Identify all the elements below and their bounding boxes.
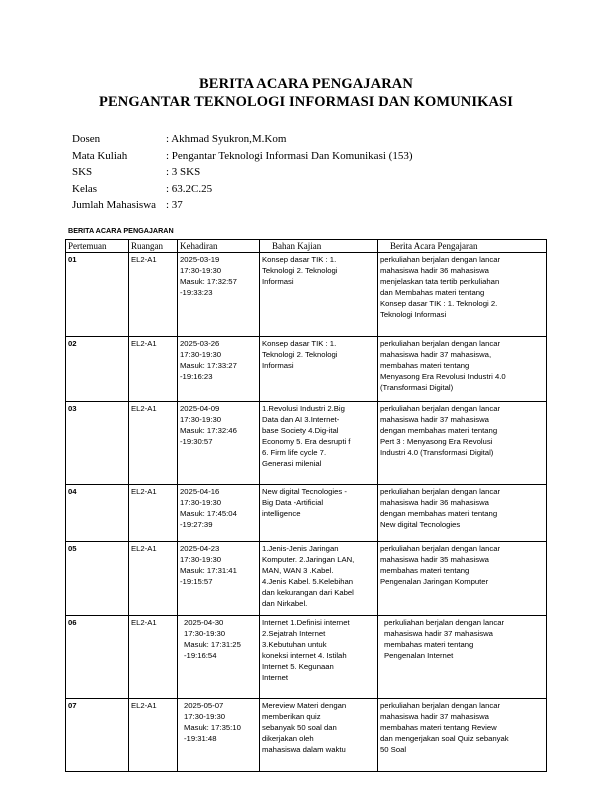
cell-bahan-kajian (260, 699, 378, 772)
course-title: PENGANTAR TEKNOLOGI INFORMASI DAN KOMUNIKASI (99, 94, 513, 110)
table-row (66, 616, 547, 699)
cell-kehadiran (178, 542, 260, 616)
cell-line: 17:30-19:30 (180, 415, 222, 425)
cell-line: 2025-04-23 (180, 544, 220, 553)
cell-line: mahasiswa hadir 37 mahasiswa (380, 712, 489, 722)
cell-line: 2025-03-19 (180, 255, 220, 264)
cell-bahan-kajian (260, 485, 378, 542)
info-value: : 37 (166, 199, 183, 211)
cell-line: Informasi (262, 361, 294, 371)
cell-bahan-kajian (260, 337, 378, 402)
cell-line: 50 Soal (380, 745, 407, 755)
cell-line: Mereview Materi dengan (262, 701, 347, 710)
info-value: : Akhmad Syukron,M.Kom (166, 133, 287, 145)
table-row (66, 542, 547, 616)
cell-pertemuan: 04 (66, 485, 129, 542)
cell-line: dengan membahas materi tentang (380, 509, 498, 519)
cell-line: Teknologi 2. Teknologi (262, 266, 338, 276)
cell-line: perkuliahan berjalan dengan lancar (380, 255, 501, 264)
cell-line: -19:30:57 (180, 437, 213, 447)
document-title: BERITA ACARA PENGAJARAN (199, 76, 413, 92)
cell-line: -19:33:23 (180, 288, 213, 298)
table-header-row (66, 240, 547, 253)
cell-line: -19:16:23 (180, 372, 213, 382)
cell-line: perkuliahan berjalan dengan lancar (380, 339, 501, 348)
cell-line: Menyasong Era Revolusi Industri 4.0 (380, 372, 506, 382)
cell-pertemuan: 06 (66, 616, 129, 699)
cell-kehadiran (178, 253, 260, 337)
cell-line: mahasiswa hadir 37 mahasiswa, (380, 350, 492, 360)
table-row (66, 485, 547, 542)
cell-line: Masuk: 17:45:04 (180, 509, 237, 519)
cell-line: -19:31:48 (184, 734, 217, 744)
cell-ruangan: EL2-A1 (129, 337, 178, 402)
cell-line: 3.Kebutuhan untuk (262, 640, 327, 650)
cell-line: (Transformasi Digital) (380, 383, 454, 393)
cell-line: perkuliahan berjalan dengan lancar (380, 404, 501, 413)
cell-line: Internet 5. Kegunaan (262, 662, 334, 672)
cell-line: dan kekurangan dari Kabel (262, 588, 354, 598)
cell-line: mahasiswa hadir 37 mahasiswa (384, 629, 493, 639)
cell-line: 17:30-19:30 (184, 629, 226, 639)
cell-bahan-kajian (260, 253, 378, 337)
cell-line: dan Membahas materi tentang (380, 288, 485, 298)
cell-kehadiran (178, 699, 260, 772)
info-label: SKS (72, 166, 93, 178)
cell-line: MAN, WAN 3 .Kabel. (262, 566, 334, 576)
cell-line: -19:15:57 (180, 577, 213, 587)
cell-line: 17:30-19:30 (180, 350, 222, 360)
cell-line: memberikan quiz (262, 712, 321, 722)
section-title: BERITA ACARA PENGAJARAN (68, 226, 174, 235)
cell-pertemuan: 02 (66, 337, 129, 402)
cell-line: membahas materi tentang (380, 566, 470, 576)
cell-line: New digital Tecnologies - (262, 487, 347, 496)
cell-line: Konsep dasar TIK : 1. Teknologi 2. (380, 299, 498, 309)
info-label: Dosen (72, 133, 101, 145)
cell-pertemuan: 07 (66, 699, 129, 772)
info-value: : Pengantar Teknologi Informasi Dan Komunikasi (153) (166, 149, 413, 162)
cell-line: Informasi (262, 277, 294, 287)
cell-line: Industri 4.0 (Transformasi Digital) (380, 448, 494, 458)
cell-line: Komputer. 2.Jaringan LAN, (262, 555, 355, 565)
cell-line: mahasiswa hadir 35 mahasiswa (380, 555, 489, 565)
cell-line: 2025-04-30 (184, 618, 224, 627)
table-row (66, 699, 547, 772)
column-header-bahan-kajian: Bahan Kajian (260, 240, 378, 253)
info-label: Mata Kuliah (72, 149, 128, 162)
cell-bahan-kajian (260, 402, 378, 485)
cell-ruangan: EL2-A1 (129, 485, 178, 542)
table-body (66, 253, 547, 772)
cell-line: Masuk: 17:31:25 (184, 640, 241, 650)
cell-line: 2025-04-16 (180, 487, 220, 496)
column-header-ruangan: Ruangan (129, 240, 178, 253)
cell-line: Masuk: 17:33:27 (180, 361, 237, 371)
cell-line: 2025-04-09 (180, 404, 220, 413)
cell-line: Generasi milenial (262, 459, 322, 469)
cell-berita-acara (378, 699, 547, 772)
cell-line: dengan membahas materi tentang (380, 426, 498, 436)
table-row (66, 337, 547, 402)
teaching-record-table (65, 239, 547, 772)
cell-pertemuan: 05 (66, 542, 129, 616)
cell-line: Big Data -Artificial (262, 498, 324, 508)
cell-line: 1.Revolusi Industri 2.Big (262, 404, 345, 413)
cell-line: dan Nirkabel. (262, 599, 308, 609)
cell-line: 4.Jenis Kabel. 5.Kelebihan (262, 577, 354, 587)
column-header-pertemuan: Pertemuan (66, 240, 129, 253)
cell-line: Teknologi 2. Teknologi (262, 350, 338, 360)
cell-kehadiran (178, 616, 260, 699)
table-row (66, 402, 547, 485)
cell-line: mahasiswa dalam waktu (262, 745, 346, 755)
cell-line: dan mengerjakan soal Quiz sebanyak (380, 734, 509, 744)
cell-line: Masuk: 17:32:57 (180, 277, 237, 287)
cell-line: membahas materi tentang (380, 361, 470, 371)
info-label: Jumlah Mahasiswa (72, 199, 157, 211)
cell-line: mahasiswa hadir 36 mahasiswa (380, 498, 489, 508)
cell-line: Pengenalan Jaringan Komputer (380, 577, 489, 587)
cell-line: 6. Firm life cycle 7. (262, 448, 327, 458)
info-value: : 63.2C.25 (166, 182, 213, 195)
cell-line: 2025-05-07 (184, 701, 224, 710)
cell-line: Pengenalan Internet (384, 651, 454, 661)
cell-berita-acara (378, 337, 547, 402)
cell-line: 1.Jenis-Jenis Jaringan (262, 544, 339, 553)
cell-line: membahas materi tentang Review (380, 723, 497, 733)
cell-line: sebanyak 50 soal dan (262, 723, 337, 733)
cell-ruangan: EL2-A1 (129, 542, 178, 616)
table-row (66, 253, 547, 337)
cell-ruangan: EL2-A1 (129, 402, 178, 485)
cell-line: perkuliahan berjalan dengan lancar (384, 618, 505, 627)
cell-pertemuan: 01 (66, 253, 129, 337)
cell-line: Konsep dasar TIK : 1. (262, 255, 337, 264)
cell-line: Internet (262, 673, 289, 683)
cell-line: 17:30-19:30 (180, 498, 222, 508)
info-value: : 3 SKS (166, 166, 201, 178)
cell-kehadiran (178, 485, 260, 542)
cell-line: perkuliahan berjalan dengan lancar (380, 487, 501, 496)
cell-kehadiran (178, 337, 260, 402)
cell-ruangan: EL2-A1 (129, 616, 178, 699)
cell-line: 17:30-19:30 (180, 555, 222, 565)
cell-line: 2.Sejatrah Internet (262, 629, 326, 639)
cell-line: 17:30-19:30 (180, 266, 222, 276)
cell-line: Pert 3 : Menyasong Era Revolusi (380, 437, 493, 447)
cell-bahan-kajian (260, 616, 378, 699)
cell-line: Teknologi Informasi (380, 310, 447, 320)
cell-line: koneksi internet 4. Istilah (262, 651, 347, 661)
cell-line: -19:16:54 (184, 651, 217, 661)
cell-berita-acara (378, 616, 547, 699)
cell-berita-acara (378, 253, 547, 337)
cell-line: 2025-03-26 (180, 339, 220, 348)
cell-berita-acara (378, 485, 547, 542)
cell-line: Masuk: 17:31:41 (180, 566, 237, 576)
info-label: Kelas (72, 182, 98, 195)
cell-line: membahas materi tentang (384, 640, 474, 650)
cell-line: Data dan AI 3.Internet- (262, 415, 340, 425)
cell-line: 17:30-19:30 (184, 712, 226, 722)
cell-line: Masuk: 17:35:10 (184, 723, 241, 733)
cell-line: mahasiswa hadir 37 mahasiswa (380, 415, 489, 425)
cell-line: Economy 5. Era desrupti f (262, 437, 351, 447)
cell-line: mahasiswa hadir 36 mahasiswa (380, 266, 489, 276)
cell-ruangan: EL2-A1 (129, 699, 178, 772)
cell-line: perkuliahan berjalan dengan lancar (380, 701, 501, 710)
cell-bahan-kajian (260, 542, 378, 616)
cell-pertemuan: 03 (66, 402, 129, 485)
cell-berita-acara (378, 542, 547, 616)
column-header-kehadiran: Kehadiran (178, 240, 260, 253)
cell-line: intelligence (262, 509, 301, 519)
column-header-berita-acara: Berita Acara Pengajaran (378, 240, 547, 253)
cell-line: base Society 4.Dig-ital (262, 426, 339, 436)
cell-ruangan: EL2-A1 (129, 253, 178, 337)
cell-kehadiran (178, 402, 260, 485)
cell-line: -19:27:39 (180, 520, 213, 530)
cell-line: Masuk: 17:32:46 (180, 426, 237, 436)
cell-line: menjelaskan tata tertib perkuliahan (380, 277, 500, 287)
cell-line: dikerjakan oleh (262, 734, 314, 744)
cell-berita-acara (378, 402, 547, 485)
cell-line: perkuliahan berjalan dengan lancar (380, 544, 501, 553)
cell-line: Internet 1.Definisi internet (262, 618, 350, 627)
cell-line: Konsep dasar TIK : 1. (262, 339, 337, 348)
cell-line: New digital Tecnologies (380, 520, 461, 530)
